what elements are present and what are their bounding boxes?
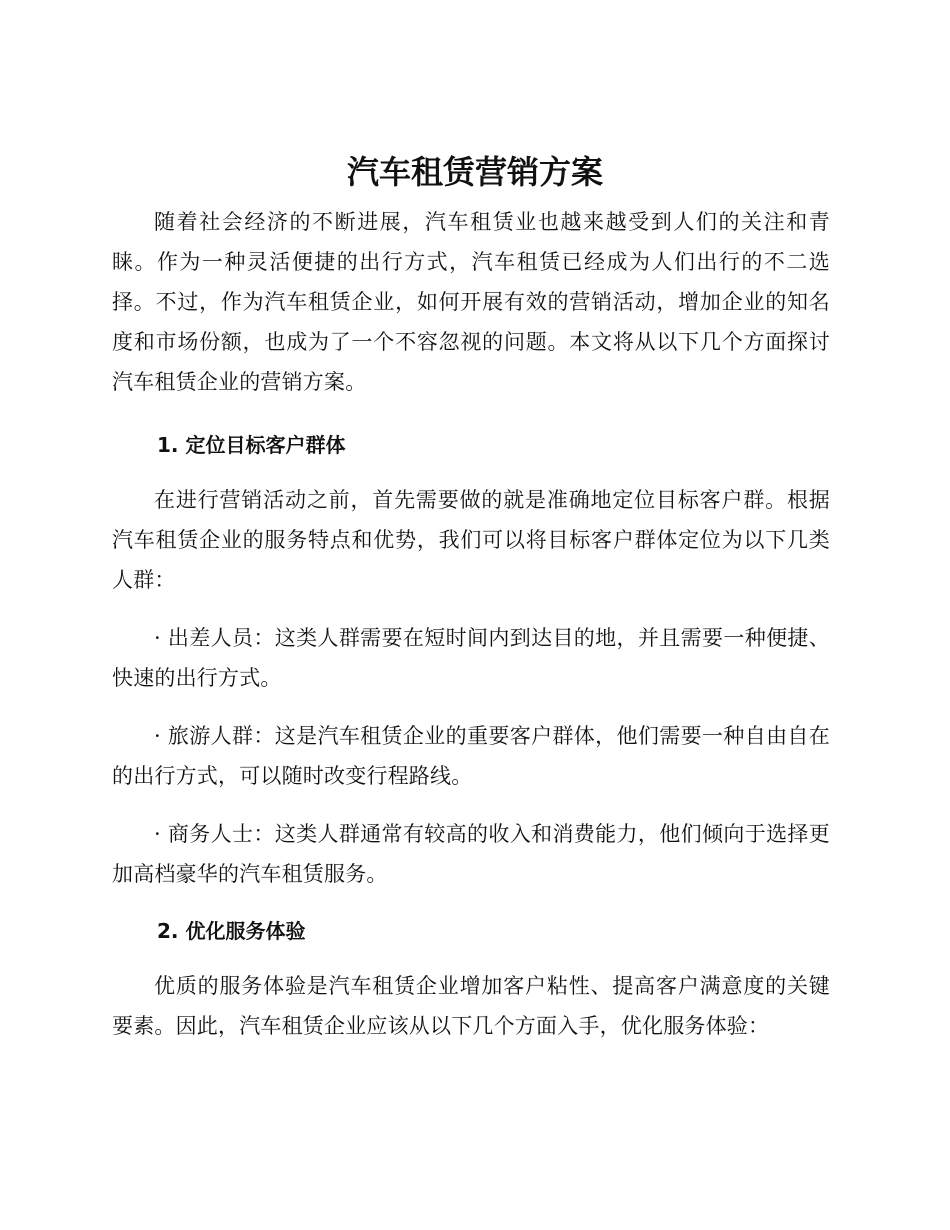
section-1-heading: 1. 定位目标客户群体 [157,433,346,457]
bullet-business-travelers: · 出差人员：这类人群需要在短时间内到达目的地，并且需要一种便捷、快速的出行方式。 [112,626,830,690]
bullet-business-people: · 商务人士：这类人群通常有较高的收入和消费能力，他们倾向于选择更加高档豪华的汽车租赁服务。 [112,822,830,886]
intro-paragraph: 随着社会经济的不断进展，汽车租赁业也越来越受到人们的关注和青睐。作为一种灵活便捷的出行方式，汽车租赁已经成为人们出行的不二选择。不过，作为汽车租赁企业，如何开展有效的营销活动，增加企业的知名度和市场份额，也成为了一个不容忽视的问题。本文将从以下几个方面探讨汽车租赁企业的营销方案。 [112,210,830,394]
document-title: 汽车租赁营销方案 [346,153,603,191]
bullet-tourists: · 旅游人群：这是汽车租赁企业的重要客户群体，他们需要一种自由自在的出行方式，可以随时改变行程路线。 [112,724,830,788]
section-2-heading: 2. 优化服务体验 [157,919,306,943]
section-2-body: 优质的服务体验是汽车租赁企业增加客户粘性、提高客户满意度的关键要素。因此，汽车租赁企业应该从以下几个方面入手，优化服务体验： [112,974,830,1038]
section-1-body: 在进行营销活动之前，首先需要做的就是准确地定位目标客户群。根据汽车租赁企业的服务特点和优势，我们可以将目标客户群体定位为以下几类人群： [112,488,830,592]
